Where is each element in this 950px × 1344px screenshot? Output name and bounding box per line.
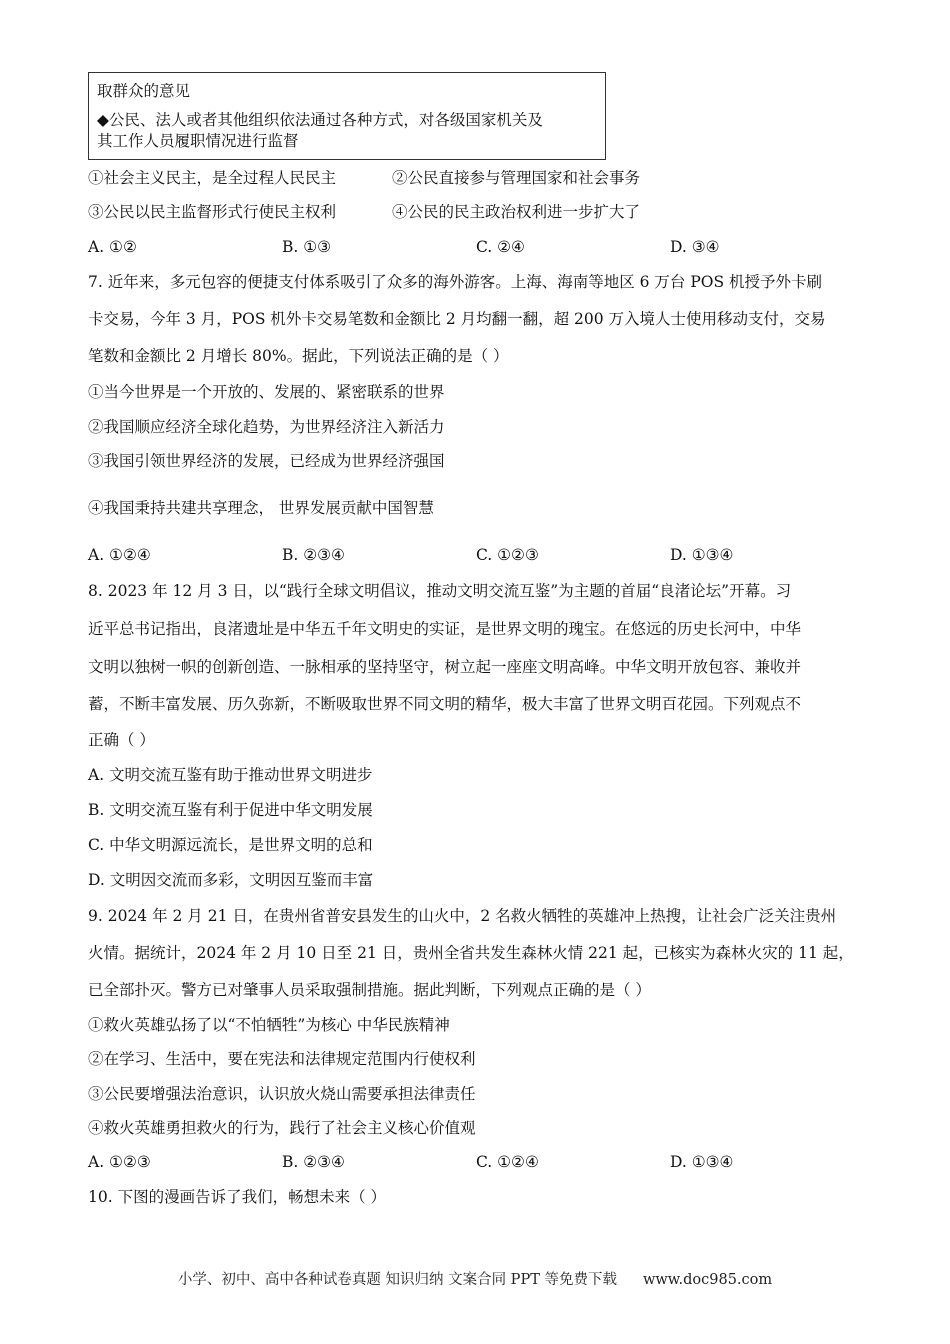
q6-statement: ②公民直接参与管理国家和社会事务: [392, 169, 641, 187]
q7-option-d[interactable]: D. ①③④: [670, 546, 734, 564]
q6-statement: ④公民的民主政治权利进一步扩大了: [392, 203, 641, 221]
q9-statement: ②在学习、生活中，要在宪法和法律规定范围内行使权利: [88, 1050, 476, 1068]
q9-option-b[interactable]: B. ②③④: [282, 1153, 345, 1171]
q9-statement: ④救火英雄勇担救火的行为，践行了社会主义核心价值观: [88, 1119, 476, 1137]
q8-option-d[interactable]: D. 文明因交流而多彩，文明因互鉴而丰富: [88, 871, 374, 889]
q7-option-c[interactable]: C. ①②③: [476, 546, 539, 564]
footer-url[interactable]: www.doc985.com: [642, 1272, 773, 1288]
q10-stem: 10. 下图的漫画告诉了我们，畅想未来（ ）: [88, 1188, 387, 1206]
q8-option-b[interactable]: B. 文明交流互鉴有利于促进中华文明发展: [88, 801, 373, 819]
q8-stem: 正确（ ）: [88, 731, 155, 749]
q6-statement: ③公民以民主监督形式行使民主权利: [88, 203, 337, 221]
q6-option-a[interactable]: A. ①②: [88, 238, 137, 256]
q9-stem: 火情。据统计，2024 年 2 月 10 日至 21 日，贵州全省共发生森林火情 221 起，已核实为森林火灾的 11 起，: [88, 944, 854, 962]
footer-text: 小学、初中、高中各种试卷真题 知识归纳 文案合同 PPT 等免费下载: [177, 1272, 617, 1288]
material-line: ◆公民、法人或者其他组织依法通过各种方式，对各级国家机关及: [97, 111, 543, 129]
q8-stem: 8. 2023 年 12 月 3 日，以“践行全球文明倡议，推动文明交流互鉴”为主题的首届“良渚论坛”开幕。习: [88, 582, 792, 600]
q9-option-c[interactable]: C. ①②④: [476, 1153, 539, 1171]
q8-option-a[interactable]: A. 文明交流互鉴有助于推动世界文明进步: [88, 766, 373, 784]
q8-stem: 蓄，不断丰富发展、历久弥新，不断吸取世界不同文明的精华，极大丰富了世界文明百花园。下列观点不: [88, 695, 802, 713]
q7-options: [88, 545, 868, 565]
q7-statement: ①当今世界是一个开放的、发展的、紧密联系的世界: [88, 383, 445, 401]
material-line: 取群众的意见: [97, 82, 191, 100]
q6-option-d[interactable]: D. ③④: [670, 238, 720, 256]
q6-option-b[interactable]: B. ①③: [282, 238, 332, 256]
q9-option-d[interactable]: D. ①③④: [670, 1153, 734, 1171]
q7-option-b[interactable]: B. ②③④: [282, 546, 345, 564]
material-line: 其工作人员履职情况进行监督: [97, 132, 299, 150]
q9-stem: 9. 2024 年 2 月 21 日，在贵州省普安县发生的山火中，2 名救火牺牲的英雄冲上热搜，让社会广泛关注贵州: [88, 907, 837, 925]
q6-option-c[interactable]: C. ②④: [476, 238, 525, 256]
q8-option-c[interactable]: C. 中华文明源远流长，是世界文明的总和: [88, 836, 373, 854]
q7-statement: ④我国秉持共建共享理念， 世界发展贡献中国智慧: [88, 499, 434, 517]
q6-statement-row: [88, 202, 868, 222]
q9-stem: 已全部扑灭。警方已对肇事人员采取强制措施。据此判断，下列观点正确的是（ ）: [88, 981, 651, 999]
page-footer: [0, 1270, 950, 1290]
q8-stem: 近平总书记指出，良渚遗址是中华五千年文明史的实证，是世界文明的瑰宝。在悠远的历史长河中，中华: [88, 620, 802, 638]
q7-statement: ③我国引领世界经济的发展，已经成为世界经济强国: [88, 452, 445, 470]
q6-options: [88, 237, 868, 257]
q9-statement: ③公民要增强法治意识，认识放火烧山需要承担法律责任: [88, 1085, 476, 1103]
q7-stem: 卡交易，今年 3 月，POS 机外卡交易笔数和金额比 2 月均翻一翻，超 200 万入境人士使用移动支付，交易: [88, 310, 826, 328]
q9-option-a[interactable]: A. ①②③: [88, 1153, 151, 1171]
q7-statement: ②我国顺应经济全球化趋势，为世界经济注入新活力: [88, 418, 445, 436]
q7-stem: 笔数和金额比 2 月增长 80%。据此，下列说法正确的是（ ）: [88, 347, 509, 365]
q8-stem: 文明以独树一帜的创新创造、一脉相承的坚持坚守，树立起一座座文明高峰。中华文明开放包容、兼收并: [88, 658, 802, 676]
q7-option-a[interactable]: A. ①②④: [88, 546, 151, 564]
q6-statement-row: [88, 168, 868, 188]
q9-statement: ①救火英雄弘扬了以“不怕牺牲”为核心 中华民族精神: [88, 1016, 450, 1034]
q9-options: [88, 1152, 868, 1172]
material-box: [88, 72, 606, 160]
q7-stem: 7. 近年来，多元包容的便捷支付体系吸引了众多的海外游客。上海、海南等地区 6 万台 POS 机授予外卡刷: [88, 273, 823, 291]
q6-statement: ①社会主义民主，是全过程人民民主: [88, 169, 337, 187]
